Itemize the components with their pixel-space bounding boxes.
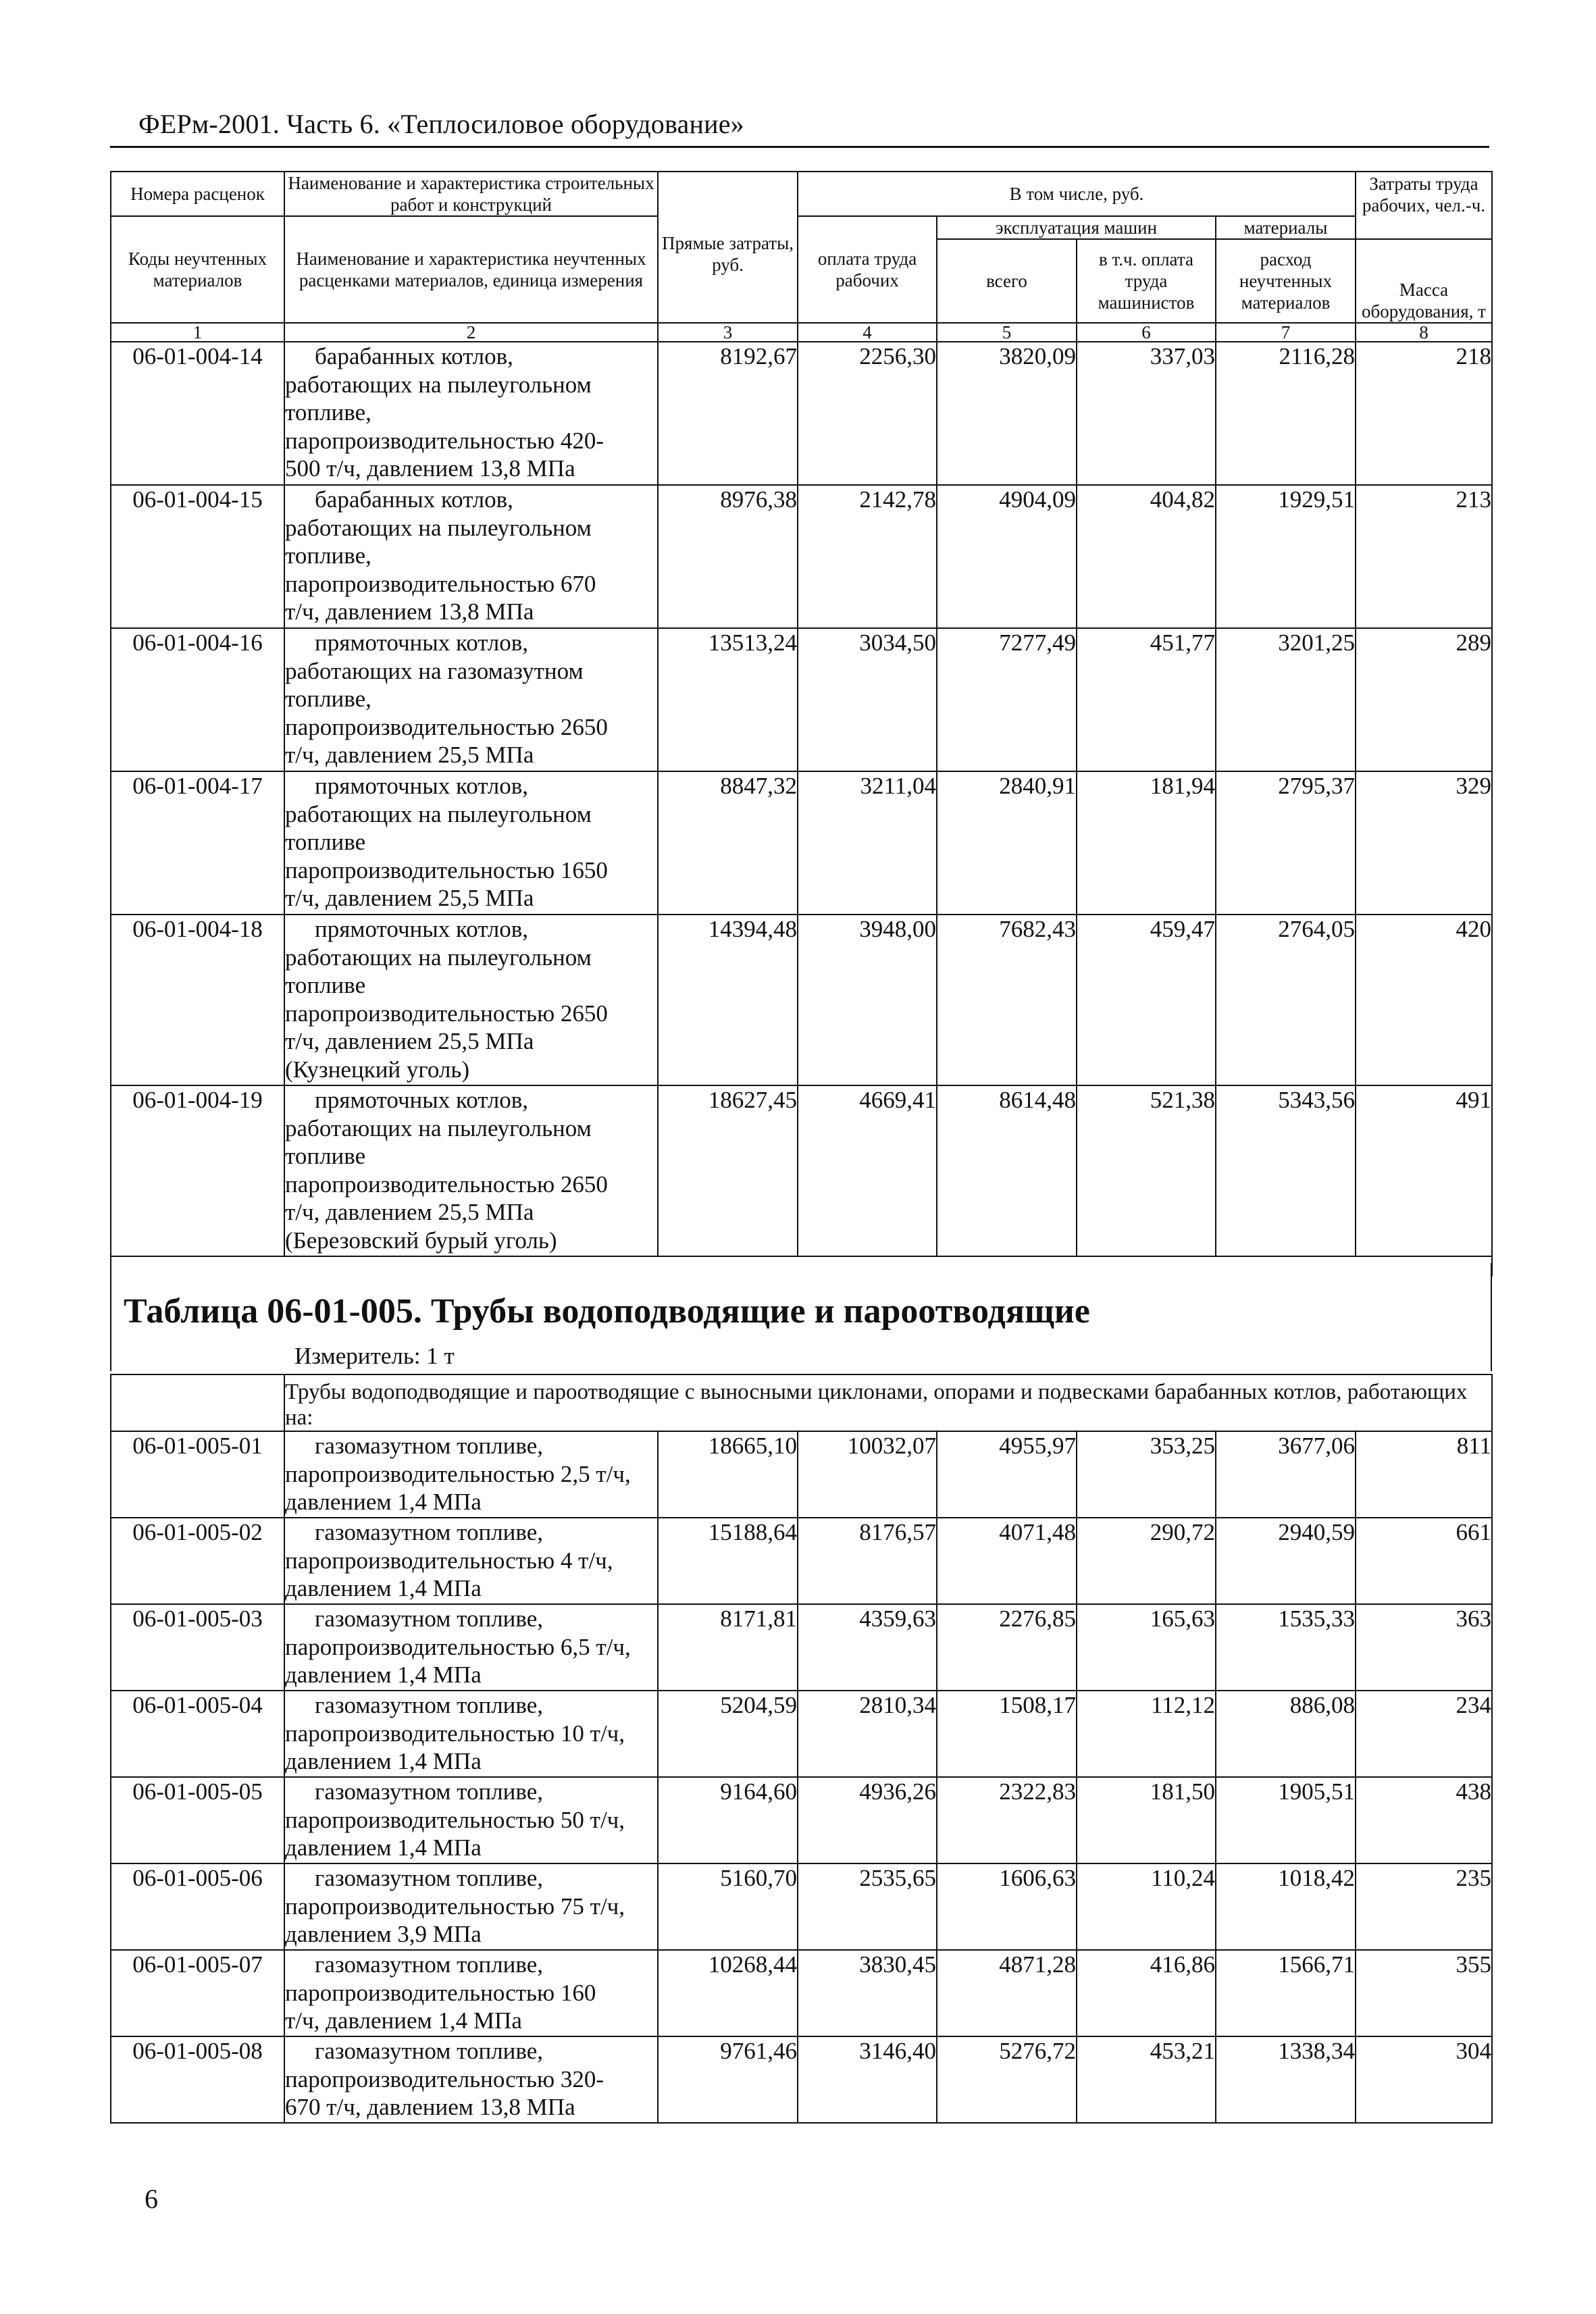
materials-cost: 1535,33	[1216, 1604, 1356, 1691]
page-number: 6	[145, 2184, 158, 2214]
description-line: газомазутном топливе,	[315, 1865, 544, 1891]
rates-table-part2	[110, 1374, 1493, 2124]
labor-pay: 4936,26	[798, 1777, 937, 1863]
description-line: прямоточных котлов,	[315, 1087, 528, 1113]
rate-code: 06-01-005-02	[111, 1518, 284, 1604]
labor-hours: 218	[1356, 342, 1492, 485]
rate-code: 06-01-004-18	[111, 915, 284, 1085]
table-row	[111, 1518, 1492, 1604]
rate-code: 06-01-004-17	[111, 771, 284, 915]
description-line: т/ч, давлением 25,5 МПа	[285, 885, 534, 911]
rate-code: 06-01-005-07	[111, 1950, 284, 2036]
rate-code: 06-01-004-16	[111, 628, 284, 771]
description-line: давлением 1,4 МПа	[285, 1834, 482, 1861]
header-materials-use: расход неучтенных материалов	[1216, 239, 1356, 323]
description-line: прямоточных котлов,	[315, 773, 528, 799]
direct-costs: 9761,46	[658, 2036, 798, 2123]
materials-cost: 2116,28	[1216, 342, 1356, 485]
description-line: (Кузнецкий уголь)	[285, 1056, 470, 1083]
header-equipment-mass: Масса оборудования, т	[1356, 239, 1492, 323]
labor-pay: 8176,57	[798, 1518, 937, 1604]
materials-cost: 3677,06	[1216, 1431, 1356, 1518]
direct-costs: 5204,59	[658, 1691, 798, 1777]
description-line: паропроизводительностью 670	[285, 570, 596, 597]
labor-hours: 420	[1356, 915, 1492, 1085]
section2-title: Таблица 06-01-005. Трубы водоподводящие и пароотводящие	[124, 1292, 1090, 1331]
description-line: топливе	[285, 1143, 366, 1169]
machines-total: 2840,91	[937, 771, 1077, 915]
description-line: работающих на пылеугольном	[285, 944, 592, 971]
col-number: 7	[1216, 323, 1356, 342]
header-machines: эксплуатация машин	[937, 216, 1216, 239]
group-empty-cell	[111, 1374, 284, 1431]
description-line: газомазутном топливе,	[315, 1692, 544, 1718]
running-header: ФЕРм-2001. Часть 6. «Теплосиловое оборудование»	[138, 109, 744, 139]
table-body-part2	[111, 1431, 1492, 2123]
direct-costs: 5160,70	[658, 1863, 798, 1950]
description-line: прямоточных котлов,	[315, 916, 528, 942]
header-material-name: Наименование и характеристика неучтенных расценками материалов, единица измерения	[284, 216, 658, 323]
machines-total: 7682,43	[937, 915, 1077, 1085]
description-line: (Березовский бурый уголь)	[285, 1227, 557, 1254]
description-line: паропроизводительностью 75 т/ч,	[285, 1893, 625, 1920]
machinist-pay: 181,94	[1077, 771, 1216, 915]
description-line: паропроизводительностью 160	[285, 1979, 596, 2006]
labor-pay: 2256,30	[798, 342, 937, 485]
header-materials: материалы	[1216, 216, 1356, 239]
description-line: паропроизводительностью 1650	[285, 856, 608, 883]
machines-total: 4955,97	[937, 1431, 1077, 1518]
header-codes-top: Номера расценок	[111, 172, 284, 216]
table-row	[111, 1950, 1492, 2036]
rate-description	[284, 1085, 658, 1256]
machines-total: 4071,48	[937, 1518, 1077, 1604]
header-incl: В том числе, руб.	[798, 172, 1356, 216]
description-line: паропроизводительностью 50 т/ч,	[285, 1806, 625, 1833]
materials-cost: 886,08	[1216, 1691, 1356, 1777]
direct-costs: 9164,60	[658, 1777, 798, 1863]
labor-pay: 3211,04	[798, 771, 937, 915]
description-line: т/ч, давлением 13,8 МПа	[285, 598, 534, 625]
labor-hours: 811	[1356, 1431, 1492, 1518]
rate-description	[284, 342, 658, 485]
description-line: работающих на пылеугольном	[285, 371, 592, 398]
machinist-pay: 165,63	[1077, 1604, 1216, 1691]
labor-pay: 3146,40	[798, 2036, 937, 2123]
materials-cost: 2795,37	[1216, 771, 1356, 915]
labor-pay: 4359,63	[798, 1604, 937, 1691]
machinist-pay: 337,03	[1077, 342, 1216, 485]
rate-code: 06-01-004-15	[111, 485, 284, 628]
col-number: 1	[111, 323, 284, 342]
header-machinist-pay: в т.ч. оплата труда машинистов	[1077, 239, 1216, 323]
description-line: паропроизводительностью 320-	[285, 2065, 604, 2092]
direct-costs: 8192,67	[658, 342, 798, 485]
machines-total: 3820,09	[937, 342, 1077, 485]
labor-hours: 304	[1356, 2036, 1492, 2123]
header-name-top: Наименование и характеристика строительных работ и конструкций	[284, 172, 658, 216]
rate-description	[284, 628, 658, 771]
rate-code: 06-01-004-14	[111, 342, 284, 485]
direct-costs: 18665,10	[658, 1431, 798, 1518]
table-row	[111, 342, 1492, 485]
rate-code: 06-01-004-19	[111, 1085, 284, 1256]
rate-description	[284, 485, 658, 628]
table-row	[111, 1777, 1492, 1863]
description-line: т/ч, давлением 25,5 МПа	[285, 742, 534, 768]
materials-cost: 2764,05	[1216, 915, 1356, 1085]
description-line: 670 т/ч, давлением 13,8 МПа	[285, 2094, 575, 2120]
section2-measure: Измеритель: 1 т	[294, 1343, 455, 1369]
machinist-pay: 110,24	[1077, 1863, 1216, 1950]
machinist-pay: 416,86	[1077, 1950, 1216, 2036]
description-line: топливе,	[285, 542, 371, 569]
rate-description	[284, 2036, 658, 2123]
description-line: паропроизводительностью 2650	[285, 713, 608, 740]
labor-hours: 661	[1356, 1518, 1492, 1604]
description-line: газомазутном топливе,	[315, 1433, 544, 1459]
machines-total: 4904,09	[937, 485, 1077, 628]
description-line: паропроизводительностью 2650	[285, 1171, 608, 1198]
group-title: Трубы водоподводящие и пароотводящие с выносными циклонами, опорами и подвесками барабанных котлов, работающих на:	[284, 1374, 1492, 1431]
description-line: топливе,	[285, 399, 371, 426]
description-line: т/ч, давлением 25,5 МПа	[285, 1028, 534, 1054]
machines-total: 7277,49	[937, 628, 1077, 771]
machinist-pay: 521,38	[1077, 1085, 1216, 1256]
machines-total: 8614,48	[937, 1085, 1077, 1256]
header-material-codes: Коды неучтенных материалов	[111, 216, 284, 323]
description-line: топливе	[285, 829, 366, 855]
labor-hours: 235	[1356, 1863, 1492, 1950]
rate-description	[284, 1950, 658, 2036]
description-line: 500 т/ч, давлением 13,8 МПа	[285, 455, 575, 482]
labor-pay: 4669,41	[798, 1085, 937, 1256]
description-line: прямоточных котлов,	[315, 629, 528, 656]
labor-pay: 2142,78	[798, 485, 937, 628]
labor-hours: 355	[1356, 1950, 1492, 2036]
labor-hours: 213	[1356, 485, 1492, 628]
description-line: давлением 1,4 МПа	[285, 1662, 482, 1688]
table-row	[111, 1431, 1492, 1518]
table-row	[111, 485, 1492, 628]
rate-code: 06-01-005-03	[111, 1604, 284, 1691]
labor-hours: 234	[1356, 1691, 1492, 1777]
materials-cost: 1905,51	[1216, 1777, 1356, 1863]
table-row	[111, 628, 1492, 771]
description-line: барабанных котлов,	[315, 343, 513, 369]
materials-cost: 1018,42	[1216, 1863, 1356, 1950]
labor-pay: 3034,50	[798, 628, 937, 771]
rate-code: 06-01-005-01	[111, 1431, 284, 1518]
rate-code: 06-01-005-06	[111, 1863, 284, 1950]
machinist-pay: 404,82	[1077, 485, 1216, 628]
table-row	[111, 1691, 1492, 1777]
description-line: работающих на пылеугольном	[285, 1114, 592, 1141]
description-line: газомазутном топливе,	[315, 1519, 544, 1545]
table-row	[111, 771, 1492, 915]
rate-description	[284, 1431, 658, 1518]
description-line: паропроизводительностью 4 т/ч,	[285, 1547, 613, 1574]
direct-costs: 18627,45	[658, 1085, 798, 1256]
direct-costs: 10268,44	[658, 1950, 798, 2036]
labor-pay: 2535,65	[798, 1863, 937, 1950]
materials-cost: 1338,34	[1216, 2036, 1356, 2123]
direct-costs: 8847,32	[658, 771, 798, 915]
rate-code: 06-01-005-08	[111, 2036, 284, 2123]
labor-hours: 491	[1356, 1085, 1492, 1256]
machinist-pay: 181,50	[1077, 1777, 1216, 1863]
description-line: топливе	[285, 972, 366, 998]
col-number: 8	[1356, 323, 1492, 342]
direct-costs: 14394,48	[658, 915, 798, 1085]
rate-description	[284, 1604, 658, 1691]
direct-costs: 15188,64	[658, 1518, 798, 1604]
description-line: паропроизводительностью 2650	[285, 1000, 608, 1027]
machines-total: 5276,72	[937, 2036, 1077, 2123]
description-line: работающих на пылеугольном	[285, 514, 592, 541]
materials-cost: 1566,71	[1216, 1950, 1356, 2036]
rate-description	[284, 771, 658, 915]
description-line: паропроизводительностью 10 т/ч,	[285, 1720, 625, 1747]
rate-code: 06-01-005-04	[111, 1691, 284, 1777]
description-line: барабанных котлов,	[315, 486, 513, 513]
col-number: 5	[937, 323, 1077, 342]
description-line: т/ч, давлением 1,4 МПа	[285, 2007, 522, 2034]
description-line: топливе,	[285, 686, 371, 712]
col-number: 6	[1077, 323, 1216, 342]
col-number: 3	[658, 323, 798, 342]
labor-hours: 438	[1356, 1777, 1492, 1863]
labor-hours: 289	[1356, 628, 1492, 771]
rate-description	[284, 915, 658, 1085]
header-labor-hours-cont	[1356, 216, 1492, 239]
header-direct-costs: Прямые затраты, руб.	[658, 172, 798, 323]
labor-pay: 3830,45	[798, 1950, 937, 2036]
machinist-pay: 451,77	[1077, 628, 1216, 771]
machinist-pay: 459,47	[1077, 915, 1216, 1085]
machines-total: 4871,28	[937, 1950, 1077, 2036]
header-labor-hours: Затраты труда рабочих, чел.-ч.	[1356, 172, 1492, 216]
machines-total: 2276,85	[937, 1604, 1077, 1691]
table-row	[111, 1863, 1492, 1950]
machinist-pay: 453,21	[1077, 2036, 1216, 2123]
description-line: работающих на пылеугольном	[285, 800, 592, 827]
header-rule	[110, 146, 1489, 148]
rate-description	[284, 1863, 658, 1950]
header-labor-pay: оплата труда рабочих	[798, 216, 937, 323]
rate-description	[284, 1518, 658, 1604]
machines-total: 1606,63	[937, 1863, 1077, 1950]
description-line: работающих на газомазутном	[285, 657, 584, 684]
table-body-part1	[111, 342, 1492, 1256]
description-line: газомазутном топливе,	[315, 1951, 544, 1978]
machinist-pay: 290,72	[1077, 1518, 1216, 1604]
materials-cost: 5343,56	[1216, 1085, 1356, 1256]
description-line: газомазутном топливе,	[315, 2038, 544, 2064]
machines-total: 2322,83	[937, 1777, 1077, 1863]
table-row	[111, 1085, 1492, 1256]
rate-description	[284, 1691, 658, 1777]
labor-pay: 3948,00	[798, 915, 937, 1085]
description-line: паропроизводительностью 2,5 т/ч,	[285, 1460, 631, 1487]
description-line: давлением 1,4 МПа	[285, 1748, 482, 1774]
table-row	[111, 1604, 1492, 1691]
machinist-pay: 112,12	[1077, 1691, 1216, 1777]
description-line: паропроизводительностью 6,5 т/ч,	[285, 1633, 631, 1660]
description-line: т/ч, давлением 25,5 МПа	[285, 1199, 534, 1225]
labor-hours: 329	[1356, 771, 1492, 915]
description-line: давлением 3,9 МПа	[285, 1921, 482, 1947]
description-line: паропроизводительностью 420-	[285, 427, 604, 454]
direct-costs: 8976,38	[658, 485, 798, 628]
rates-table-part1	[110, 171, 1493, 1277]
col-number: 4	[798, 323, 937, 342]
machines-total: 1508,17	[937, 1691, 1077, 1777]
rate-description	[284, 1777, 658, 1863]
header-machines-total: всего	[937, 239, 1077, 323]
direct-costs: 8171,81	[658, 1604, 798, 1691]
table-row	[111, 2036, 1492, 2123]
labor-pay: 2810,34	[798, 1691, 937, 1777]
rate-code: 06-01-005-05	[111, 1777, 284, 1863]
labor-hours: 363	[1356, 1604, 1492, 1691]
col-number: 2	[284, 323, 658, 342]
direct-costs: 13513,24	[658, 628, 798, 771]
table-row	[111, 915, 1492, 1085]
description-line: газомазутном топливе,	[315, 1778, 544, 1805]
materials-cost: 1929,51	[1216, 485, 1356, 628]
description-line: газомазутном топливе,	[315, 1605, 544, 1632]
description-line: давлением 1,4 МПа	[285, 1575, 482, 1601]
materials-cost: 3201,25	[1216, 628, 1356, 771]
materials-cost: 2940,59	[1216, 1518, 1356, 1604]
description-line: давлением 1,4 МПа	[285, 1489, 482, 1515]
machinist-pay: 353,25	[1077, 1431, 1216, 1518]
labor-pay: 10032,07	[798, 1431, 937, 1518]
